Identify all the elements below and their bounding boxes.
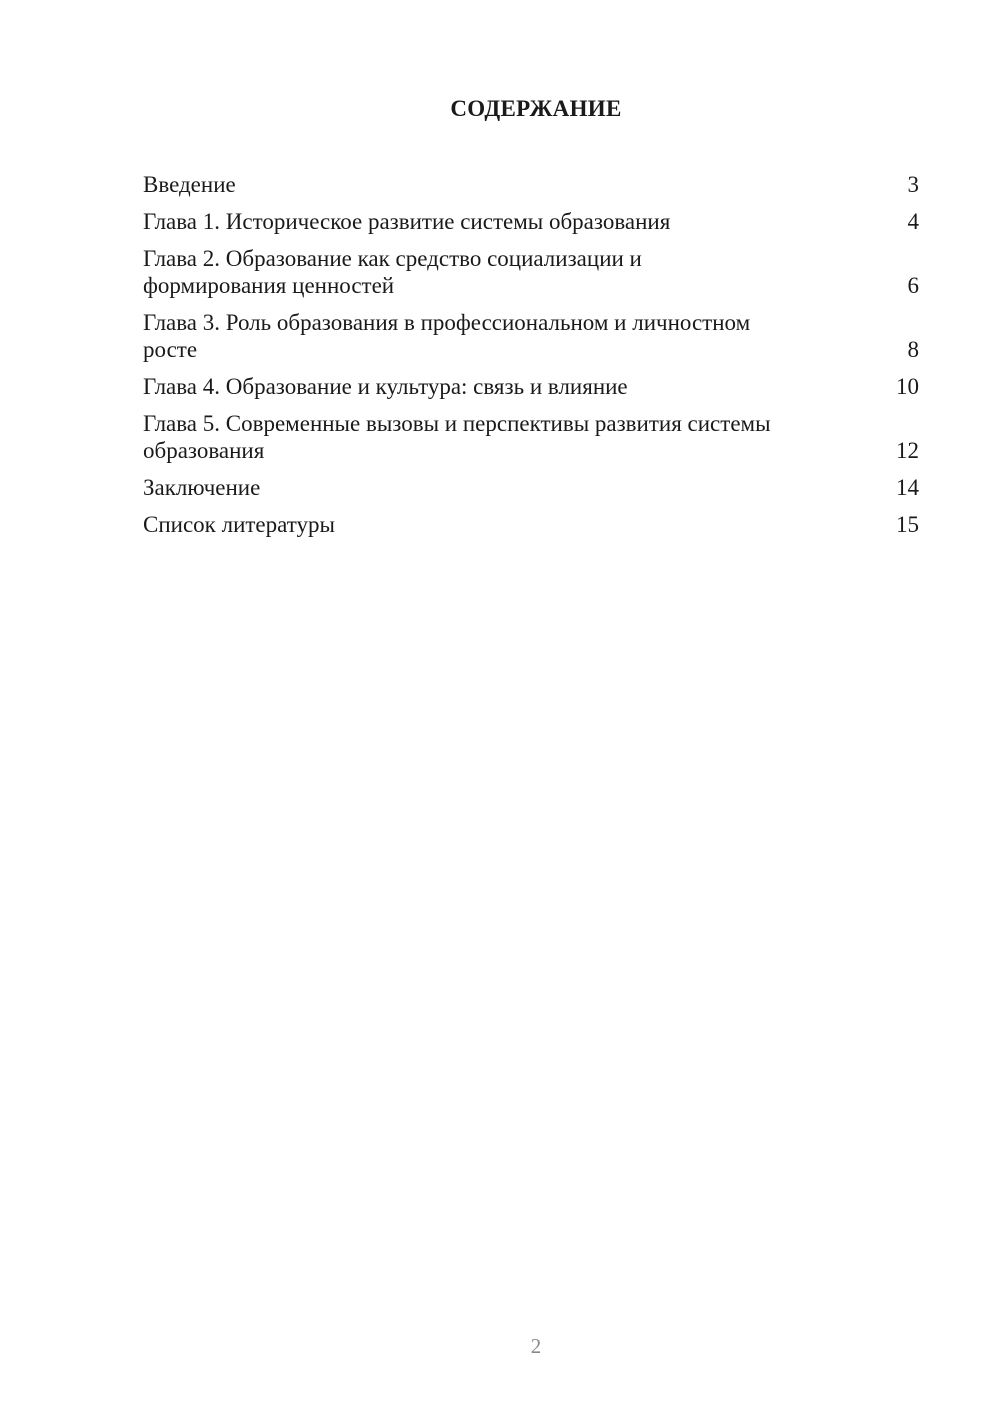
toc-entry-text <box>143 245 833 299</box>
toc-entry-text <box>143 171 833 198</box>
toc-entry-line: Глава 4. Образование и культура: связь и влияние <box>143 374 628 399</box>
table-of-contents <box>143 171 919 548</box>
toc-entry-text <box>143 511 833 538</box>
toc-entry-chapter-2 <box>143 245 919 299</box>
toc-entry-text <box>143 474 833 501</box>
toc-entry-text <box>143 373 833 400</box>
toc-entry-line: формирования ценностей <box>143 273 395 298</box>
toc-entry-line: Глава 1. Историческое развитие системы образования <box>143 209 671 234</box>
toc-entry-chapter-4 <box>143 373 919 400</box>
toc-title: СОДЕРЖАНИЕ <box>450 96 622 121</box>
toc-entry-line: Список литературы <box>143 512 335 537</box>
toc-entry-bibliography <box>143 511 919 538</box>
toc-entry-line: Глава 5. Современные вызовы и перспективы развития системы <box>143 411 771 436</box>
toc-entry-page: 12 <box>896 438 919 463</box>
toc-entry-page: 14 <box>896 475 919 500</box>
toc-entry-line: Введение <box>143 172 236 197</box>
page-number: 2 <box>530 1334 542 1358</box>
toc-entry-line: Заключение <box>143 475 261 500</box>
toc-entry-line: росте <box>143 337 198 362</box>
toc-entry-introduction <box>143 171 919 198</box>
toc-entry-conclusion <box>143 474 919 501</box>
toc-entry-line: Глава 2. Образование как средство социализации и <box>143 246 642 271</box>
toc-entry-page: 3 <box>907 172 919 197</box>
toc-entry-line: Глава 3. Роль образования в профессиональном и личностном <box>143 310 751 335</box>
toc-entry-text <box>143 410 833 464</box>
toc-entry-text <box>143 309 833 363</box>
toc-entry-line: образования <box>143 438 265 463</box>
toc-entry-chapter-5 <box>143 410 919 464</box>
toc-entry-page: 8 <box>907 337 919 362</box>
toc-entry-page: 6 <box>907 273 919 298</box>
toc-entry-page: 4 <box>907 209 919 234</box>
toc-entry-page: 10 <box>896 374 919 399</box>
toc-entry-text <box>143 208 833 235</box>
toc-entry-chapter-3 <box>143 309 919 363</box>
toc-entry-chapter-1 <box>143 208 919 235</box>
toc-entry-page: 15 <box>896 512 919 537</box>
